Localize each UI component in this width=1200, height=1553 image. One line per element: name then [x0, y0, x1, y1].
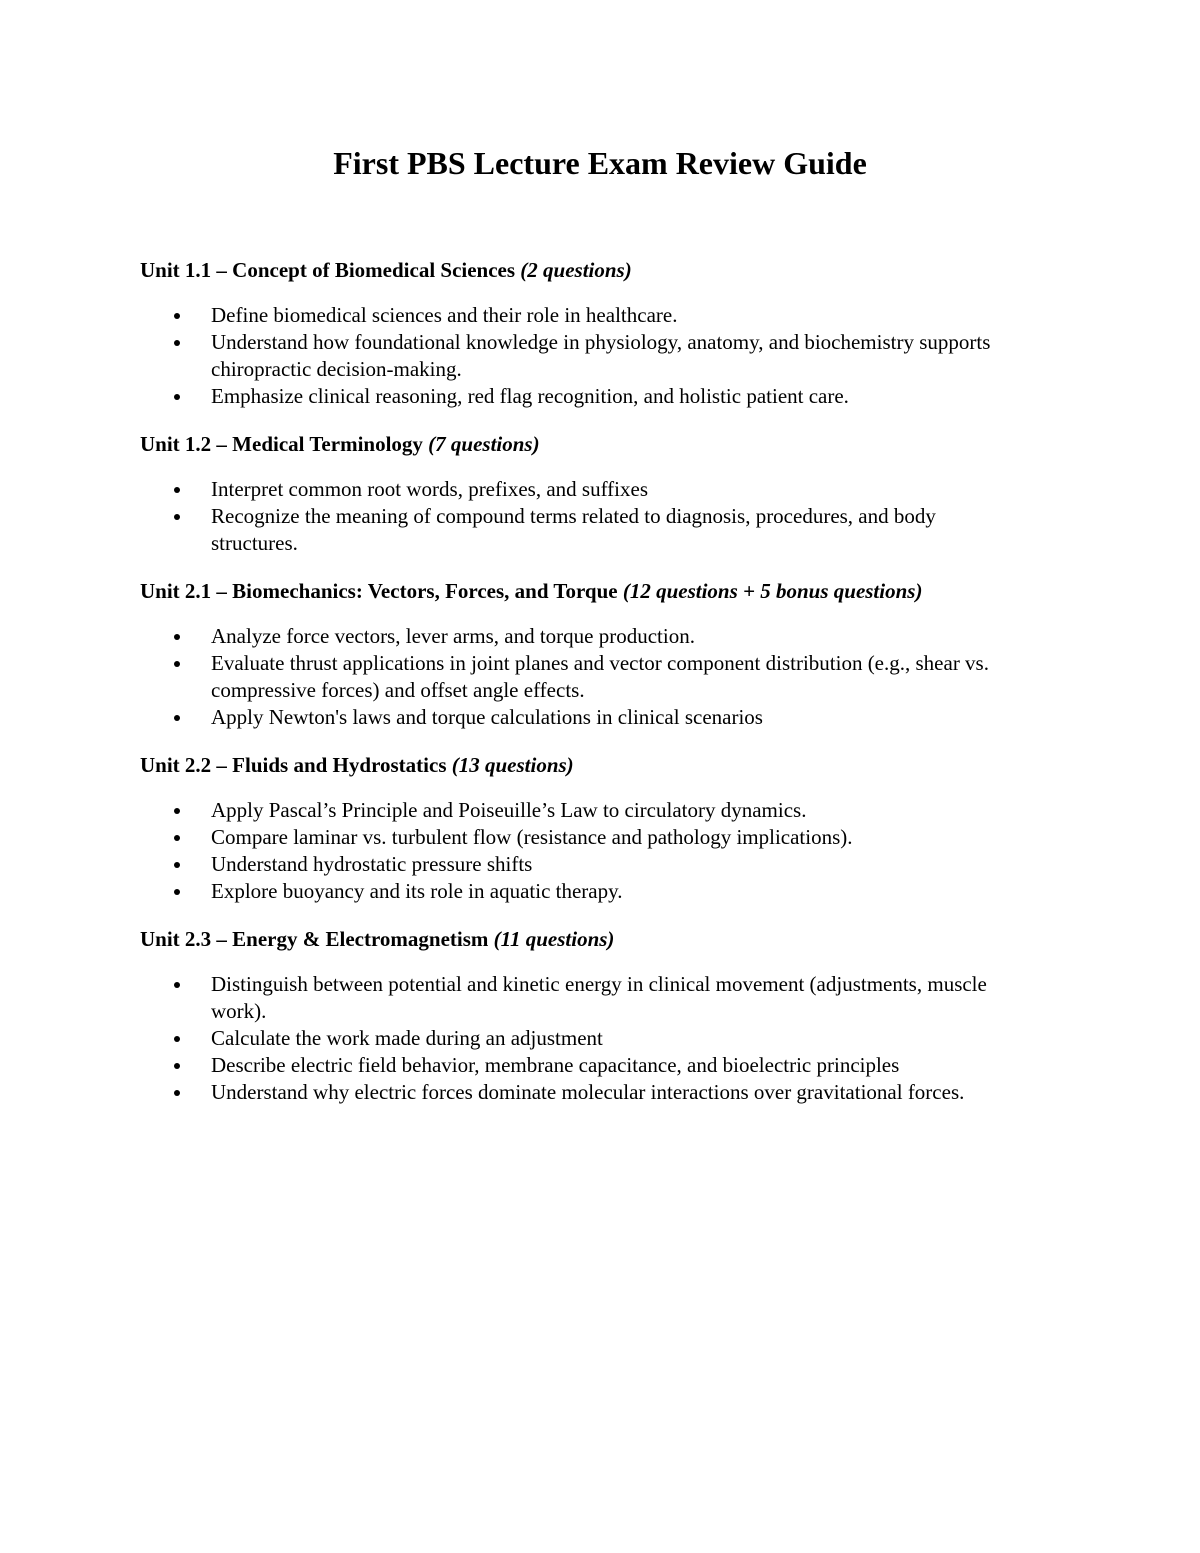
unit-section: [140, 578, 1060, 731]
list-item: [140, 503, 1060, 557]
bullet-icon: [174, 835, 180, 841]
list-item: [140, 851, 1060, 878]
list-item-text: Evaluate thrust applications in joint planes and vector component distribution (e.g., shear vs. compressive forces) and offset angle effects.: [211, 651, 989, 702]
list-item: [140, 623, 1060, 650]
bullet-icon: [174, 889, 180, 895]
unit-section: [140, 926, 1060, 1106]
bullet-icon: [174, 340, 180, 346]
list-item: [140, 824, 1060, 851]
bullet-list: [140, 971, 1060, 1106]
list-item-text: Recognize the meaning of compound terms related to diagnosis, procedures, and body structures.: [211, 504, 936, 555]
list-item-text: Compare laminar vs. turbulent flow (resistance and pathology implications).: [211, 825, 853, 849]
list-item: [140, 704, 1060, 731]
list-item-text: Interpret common root words, prefixes, and suffixes: [211, 477, 649, 501]
bullet-list: [140, 476, 1060, 557]
bullet-icon: [174, 394, 180, 400]
list-item-text: Understand how foundational knowledge in physiology, anatomy, and biochemistry supports chiropractic decision-making.: [211, 330, 991, 381]
list-item: [140, 476, 1060, 503]
bullet-icon: [174, 487, 180, 493]
list-item-text: Calculate the work made during an adjustment: [211, 1026, 603, 1050]
list-item: [140, 1079, 1060, 1106]
unit-question-count: (7 questions): [428, 432, 540, 456]
list-item: [140, 1025, 1060, 1052]
list-item-text: Analyze force vectors, lever arms, and torque production.: [211, 624, 695, 648]
bullet-icon: [174, 1063, 180, 1069]
list-item-text: Understand hydrostatic pressure shifts: [211, 852, 533, 876]
list-item: [140, 971, 1060, 1025]
list-item-text: Apply Newton's laws and torque calculations in clinical scenarios: [211, 705, 763, 729]
bullet-icon: [174, 862, 180, 868]
list-item-text: Apply Pascal’s Principle and Poiseuille’s Law to circulatory dynamics.: [211, 798, 807, 822]
bullet-icon: [174, 808, 180, 814]
unit-heading: [140, 578, 1060, 605]
page-title: First PBS Lecture Exam Review Guide: [333, 145, 867, 181]
list-item-text: Distinguish between potential and kinetic energy in clinical movement (adjustments, muscle work).: [211, 972, 987, 1023]
bullet-icon: [174, 661, 180, 667]
list-item-text: Understand why electric forces dominate molecular interactions over gravitational forces.: [211, 1080, 965, 1104]
bullet-list: [140, 302, 1060, 410]
list-item: [140, 650, 1060, 704]
unit-heading: [140, 926, 1060, 953]
list-item-text: Describe electric field behavior, membrane capacitance, and bioelectric principles: [211, 1053, 900, 1077]
list-item: [140, 1052, 1060, 1079]
unit-heading: [140, 431, 1060, 458]
unit-question-count: (12 questions + 5 bonus questions): [622, 579, 923, 603]
unit-title: Unit 2.3 – Energy & Electromagnetism: [140, 927, 489, 951]
unit-title: Unit 2.2 – Fluids and Hydrostatics: [140, 753, 447, 777]
unit-section: [140, 752, 1060, 905]
unit-question-count: (11 questions): [493, 927, 615, 951]
list-item: [140, 302, 1060, 329]
bullet-icon: [174, 634, 180, 640]
bullet-icon: [174, 313, 180, 319]
unit-section: [140, 257, 1060, 410]
list-item-text: Define biomedical sciences and their role in healthcare.: [211, 303, 678, 327]
bullet-icon: [174, 1090, 180, 1096]
unit-section: [140, 431, 1060, 557]
unit-title: Unit 1.1 – Concept of Biomedical Sciences: [140, 258, 516, 282]
list-item: [140, 383, 1060, 410]
bullet-icon: [174, 982, 180, 988]
bullet-list: [140, 623, 1060, 731]
unit-title: Unit 1.2 – Medical Terminology: [140, 432, 423, 456]
units-list: [140, 257, 1060, 1106]
unit-heading: [140, 752, 1060, 779]
bullet-icon: [174, 514, 180, 520]
unit-question-count: (13 questions): [451, 753, 574, 777]
unit-heading: [140, 257, 1060, 284]
list-item-text: Emphasize clinical reasoning, red flag recognition, and holistic patient care.: [211, 384, 849, 408]
list-item: [140, 878, 1060, 905]
list-item-text: Explore buoyancy and its role in aquatic therapy.: [211, 879, 623, 903]
bullet-list: [140, 797, 1060, 905]
unit-title: Unit 2.1 – Biomechanics: Vectors, Forces, and Torque: [140, 579, 618, 603]
list-item: [140, 329, 1060, 383]
bullet-icon: [174, 715, 180, 721]
unit-question-count: (2 questions): [520, 258, 632, 282]
bullet-icon: [174, 1036, 180, 1042]
list-item: [140, 797, 1060, 824]
